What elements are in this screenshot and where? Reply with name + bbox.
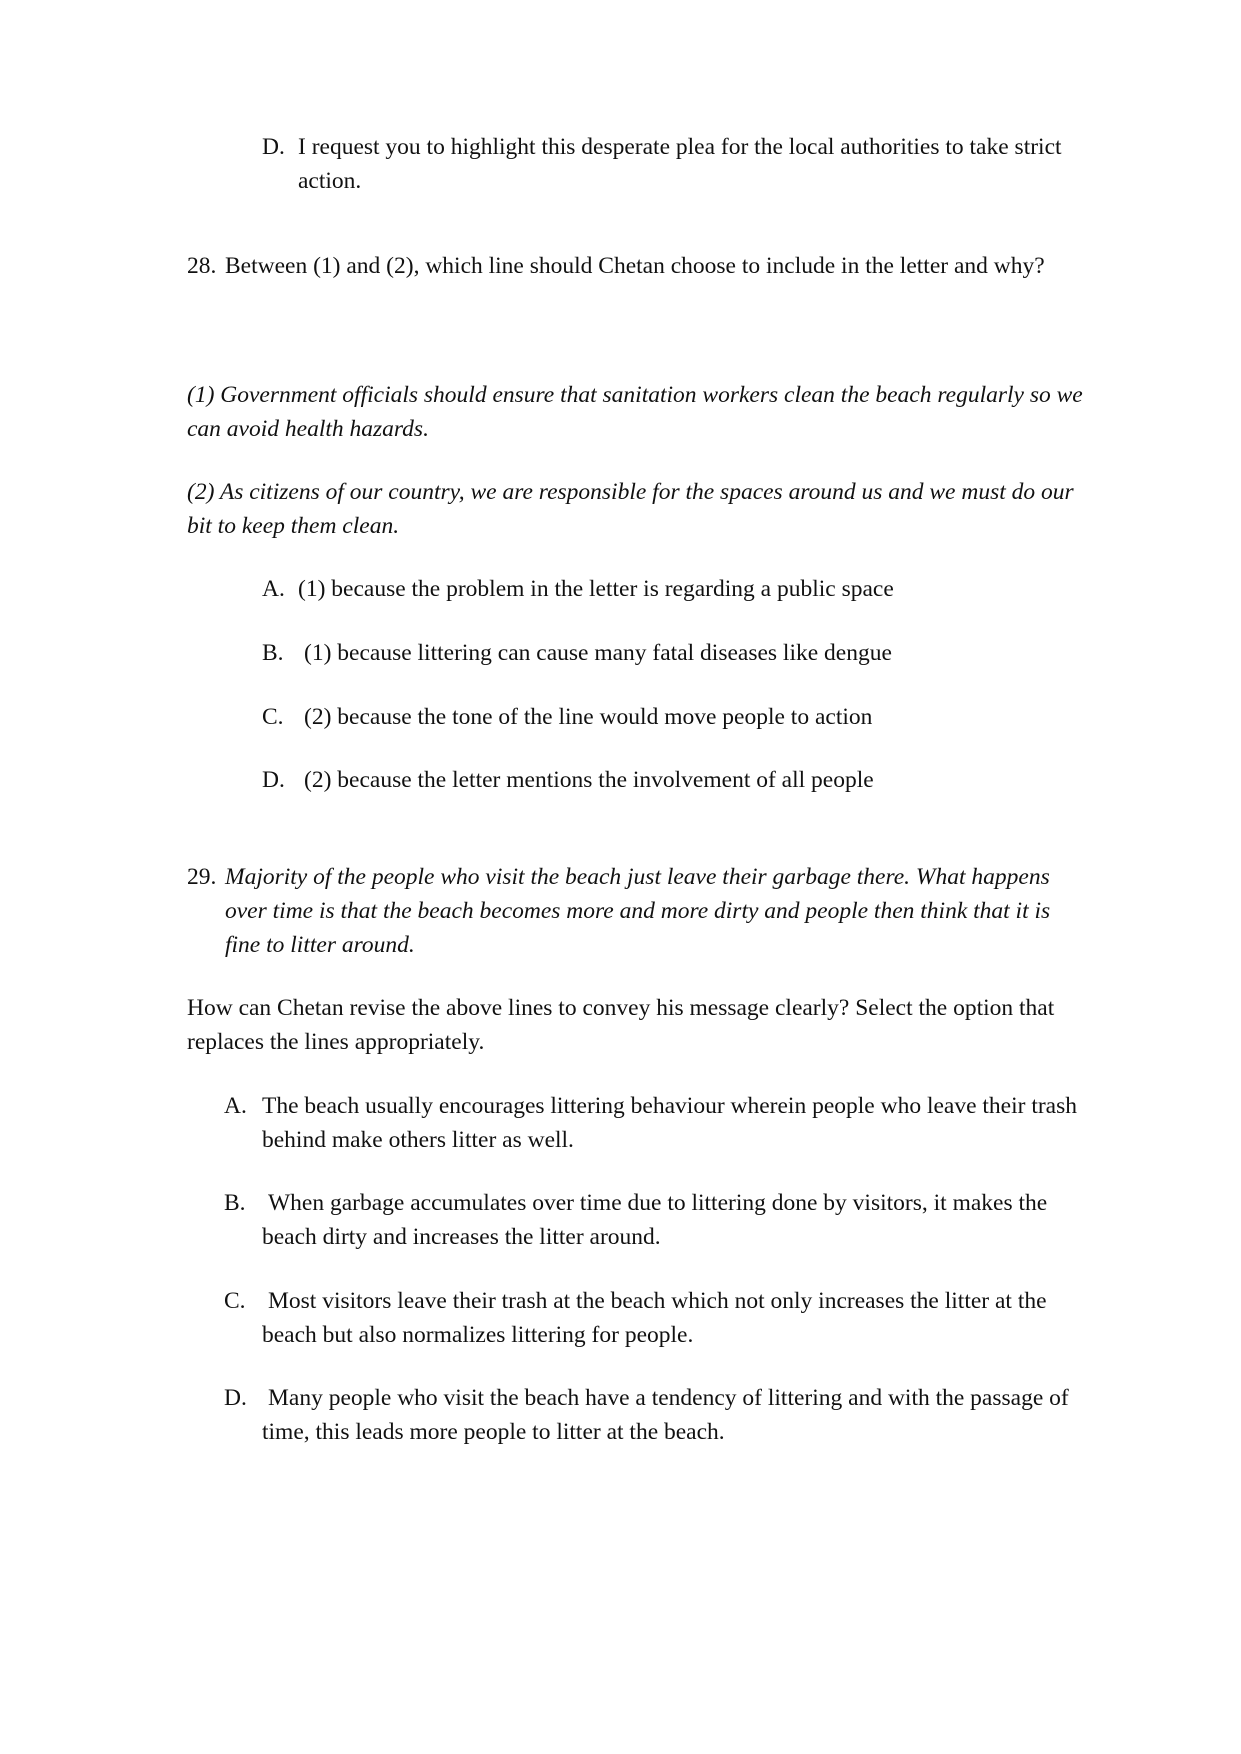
option-text: (1) because the problem in the letter is regarding a public space [298,576,894,602]
q29-option-a [224,1089,1084,1157]
option-letter: D. [262,767,285,793]
option-text: When garbage accumulates over time due to littering done by visitors, it makes the beach dirty and increases the litter around. [262,1190,1048,1250]
q27-option-d [262,130,1062,198]
question-text: Between (1) and (2), which line should Chetan choose to include in the letter and why? [225,253,1045,279]
option-text: (2) because the tone of the line would move people to action [304,704,873,730]
question-29 [187,860,1067,962]
q28-option-d [262,763,1082,797]
option-text: (1) because littering can cause many fatal diseases like dengue [304,640,892,666]
option-text: The beach usually encourages littering behaviour wherein people who leave their trash behind make others litter as well. [262,1093,1078,1153]
option-letter: D. [262,134,285,160]
q29-question-text: How can Chetan revise the above lines to convey his message clearly? Select the option that replaces the lines appropriately. [187,995,1055,1055]
q28-option-b [262,636,1082,670]
q29-option-c [224,1284,1084,1352]
option-letter: A. [262,576,285,602]
option-letter: B. [262,640,284,666]
q28-line-1: (1) Government officials should ensure that sanitation workers clean the beach regularly so we can avoid health hazards. [187,382,1083,442]
option-text: Many people who visit the beach have a tendency of littering and with the passage of time, this leads more people to litter at the beach. [262,1385,1069,1445]
question-number: 28. [187,253,217,279]
q29-option-b [224,1186,1084,1254]
q28-option-c [262,700,1082,734]
option-letter: D. [224,1385,247,1411]
option-letter: C. [262,704,284,730]
option-text: Most visitors leave their trash at the beach which not only increases the litter at the beach but also normalizes littering for people. [262,1288,1047,1348]
option-letter: B. [224,1190,246,1216]
q28-line-2: (2) As citizens of our country, we are responsible for the spaces around us and we must do our bit to keep them clean. [187,479,1074,539]
option-text: (2) because the letter mentions the involvement of all people [304,767,874,793]
q28-option-a [262,572,1082,606]
question-28 [187,249,1067,283]
question-number: 29. [187,864,217,890]
option-letter: A. [224,1093,247,1119]
option-letter: C. [224,1288,246,1314]
option-text: I request you to highlight this desperate plea for the local authorities to take strict action. [298,134,1062,194]
question-passage: Majority of the people who visit the beach just leave their garbage there. What happens over time is that the beach becomes more and more dirty and people then think that it is fine to litter around. [225,864,1051,958]
q29-option-d [224,1381,1084,1449]
